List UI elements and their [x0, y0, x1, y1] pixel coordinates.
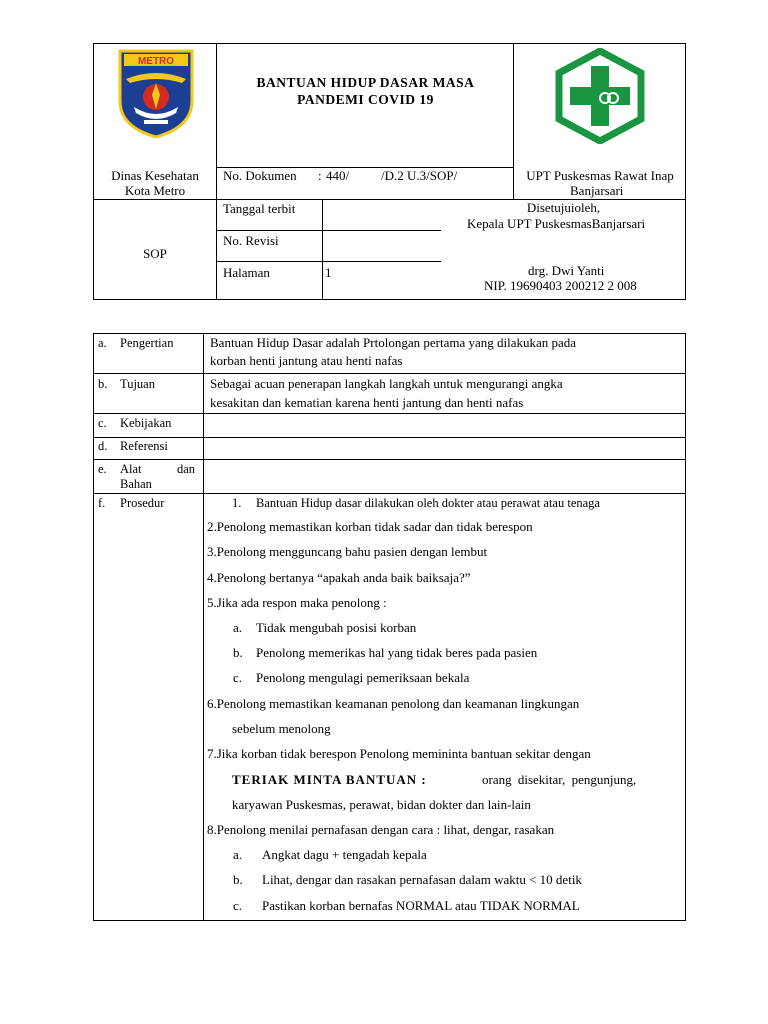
step-2: 2.Penolong memastikan korban tidak sadar dan tidak berespon — [207, 519, 533, 534]
org-line1: Dinas Kesehatan — [111, 168, 199, 183]
row-e-letter: e. — [98, 462, 107, 476]
row-a-label: Pengertian — [120, 336, 174, 350]
step-5a-letter: a. — [233, 620, 243, 635]
halaman-value: 1 — [325, 265, 332, 280]
row-a-letter: a. — [98, 336, 107, 350]
row-e-label3: Bahan — [120, 477, 152, 491]
row-c-label: Kebijakan — [120, 416, 172, 430]
org-line2: Kota Metro — [124, 183, 186, 198]
no-revisi-label: No. Revisi — [223, 233, 279, 248]
row-e-label2: dan — [177, 462, 196, 476]
step-6-line1: 6.Penolong memastikan keamanan penolong dan keamanan lingkungan — [207, 696, 580, 711]
doc-number-label: No. Dokumen — [223, 168, 297, 183]
row-b-label: Tujuan — [120, 377, 155, 391]
step-6-line2: sebelum menolong — [232, 721, 331, 736]
row-c-letter: c. — [98, 416, 107, 430]
doc-number-value1: 440/ — [326, 168, 350, 183]
row-d-letter: d. — [98, 439, 108, 453]
doc-number-sep: : — [318, 168, 322, 183]
step-5: 5.Jika ada respon maka penolong : — [207, 595, 387, 610]
step-8b: Lihat, dengar dan rasakan pernafasan dalam waktu < 10 detik — [262, 872, 582, 887]
step-5a: Tidak mengubah posisi korban — [256, 620, 417, 635]
logo-left-text: METRO — [137, 56, 175, 67]
step-1: Bantuan Hidup dasar dilakukan oleh dokter atau perawat atau tenaga — [256, 496, 600, 510]
step-3: 3.Penolong mengguncang bahu pasien dengan lembut — [207, 544, 488, 559]
step-5c-letter: c. — [233, 670, 243, 685]
step-7-line1: 7.Jika korban tidak berespon Penolong memininta bantuan sekitar dengan — [207, 746, 591, 761]
step-7-line2: orang disekitar, pengunjung, — [482, 772, 637, 787]
row-f-letter: f. — [98, 496, 106, 510]
metro-shield-logo — [116, 49, 196, 139]
step-8a: Angkat dagu + tengadah kepala — [262, 847, 427, 862]
step-7-line3: karyawan Puskesmas, perawat, bidan dokter dan lain-lain — [232, 797, 531, 812]
row-e-label1: Alat — [120, 462, 142, 476]
step-8c: Pastikan korban bernafas NORMAL atau TIDAK NORMAL — [262, 898, 580, 913]
puskesmas-logo — [554, 48, 646, 144]
row-d-label: Referensi — [120, 439, 168, 453]
tujuan-line1: Sebagai acuan penerapan langkah langkah untuk mengurangi angka — [210, 376, 563, 391]
halaman-label: Halaman — [223, 265, 270, 280]
step-5b-letter: b. — [233, 645, 243, 660]
tanggal-terbit-label: Tanggal terbit — [223, 201, 296, 216]
step-1-number: 1. — [232, 496, 242, 510]
right-org-line2: Banjarsari — [570, 183, 624, 198]
step-8c-letter: c. — [233, 898, 243, 913]
step-8: 8.Penolong menilai pernafasan dengan cara : lihat, dengar, rasakan — [207, 822, 555, 837]
step-7-shout: TERIAK MINTA BANTUAN : — [232, 772, 427, 787]
doc-number-value2: /D.2 U.3/SOP/ — [381, 168, 458, 183]
sop-label: SOP — [143, 246, 167, 261]
step-4: 4.Penolong bertanya “apakah anda baik baiksaja?” — [207, 570, 471, 585]
doc-title-line2: PANDEMI COVID 19 — [297, 92, 434, 107]
pengertian-line2: korban henti jantung atau henti nafas — [210, 353, 403, 368]
right-org-line1: UPT Puskesmas Rawat Inap — [526, 168, 674, 183]
row-b-letter: b. — [98, 377, 108, 391]
doc-title-line1: BANTUAN HIDUP DASAR MASA — [256, 75, 475, 90]
pengertian-line1: Bantuan Hidup Dasar adalah Prtolongan pertama yang dilakukan pada — [210, 335, 577, 350]
step-8b-letter: b. — [233, 872, 243, 887]
tujuan-line2: kesakitan dan kematian karena henti jantung dan henti nafas — [210, 395, 524, 410]
step-8a-letter: a. — [233, 847, 243, 862]
row-f-label: Prosedur — [120, 496, 165, 510]
signer-name: drg. Dwi Yanti — [528, 263, 605, 278]
approval-line1: Disetujuioleh, — [526, 200, 601, 215]
step-5c: Penolong mengulagi pemeriksaan bekala — [256, 670, 470, 685]
signer-nip: NIP. 19690403 200212 2 008 — [484, 278, 637, 293]
step-5b: Penolong memerikas hal yang tidak beres pada pasien — [256, 645, 538, 660]
approval-line2: Kepala UPT PuskesmasBanjarsari — [467, 216, 646, 231]
